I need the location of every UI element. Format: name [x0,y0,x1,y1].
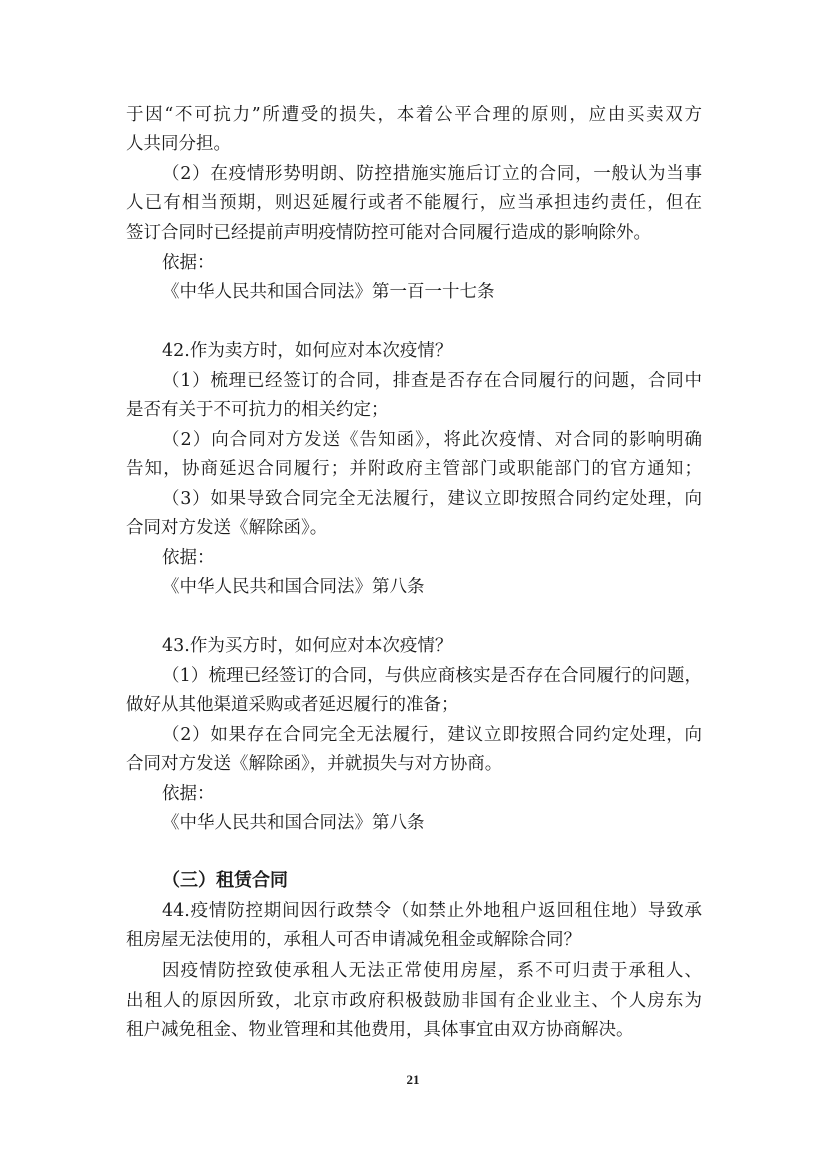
law-reference: 《中华人民共和国合同法》第八条 [162,577,425,597]
paragraph-line: （1）梳理已经签订的合同，排查是否存在合同履行的问题，合同中 [162,371,702,391]
question-heading: 44.疫情防控期间因行政禁令（如禁止外地租户返回租住地）导致承 [162,901,702,921]
paragraph-line: 是否有关于不可抗力的相关约定； [126,400,389,420]
page-number: 21 [406,1072,420,1087]
basis-label: 依据： [162,548,215,568]
basis-label: 依据： [162,784,215,804]
paragraph-line: 于因“不可抗力”所遭受的损失，本着公平合理的原则，应由买卖双方 [126,105,702,125]
paragraph-line: 因疫情防控致使承租人无法正常使用房屋，系不可归责于承租人、 [162,961,702,981]
law-reference: 《中华人民共和国合同法》第一百一十七条 [162,282,495,302]
paragraph-line: （3）如果导致合同完全无法履行，建议立即按照合同约定处理，向 [162,489,702,509]
paragraph-line: （1）梳理已经签订的合同，与供应商核实是否存在合同履行的问题， [162,666,702,686]
paragraph-line: 人共同分担。 [126,134,231,154]
paragraph-line: 人已有相当预期，则迟延履行或者不能履行，应当承担违约责任，但在 [126,193,702,213]
paragraph-line: 合同对方发送《解除函》。 [126,518,328,538]
question-heading: 43.作为买方时，如何应对本次疫情？ [162,636,453,656]
paragraph-line: （2）如果存在合同完全无法履行，建议立即按照合同约定处理，向 [162,725,702,745]
basis-label: 依据： [162,253,215,273]
question-heading: 42.作为卖方时，如何应对本次疫情？ [162,341,453,361]
paragraph-line: 租户减免租金、物业管理和其他费用，具体事宜由双方协商解决。 [126,1020,634,1040]
paragraph-line: （2）在疫情形势明朗、防控措施实施后订立的合同，一般认为当事 [162,164,702,184]
question-heading: 租房屋无法使用的，承租人可否申请减免租金或解除合同？ [126,930,581,950]
paragraph-line: 出租人的原因所致，北京市政府积极鼓励非国有企业业主、个人房东为 [126,991,702,1011]
paragraph-line: 合同对方发送《解除函》，并就损失与对方协商。 [126,754,503,774]
law-reference: 《中华人民共和国合同法》第八条 [162,813,425,833]
paragraph-line: 签订合同时已经提前声明疫情防控可能对合同履行造成的影响除外。 [126,223,651,243]
paragraph-line: 做好从其他渠道采购或者延迟履行的准备； [126,695,459,715]
section-heading: （三）租赁合同 [162,870,288,891]
paragraph-line: 告知，协商延迟合同履行；并附政府主管部门或职能部门的官方通知； [126,459,702,479]
paragraph-line: （2）向合同对方发送《告知函》，将此次疫情、对合同的影响明确 [162,430,702,450]
